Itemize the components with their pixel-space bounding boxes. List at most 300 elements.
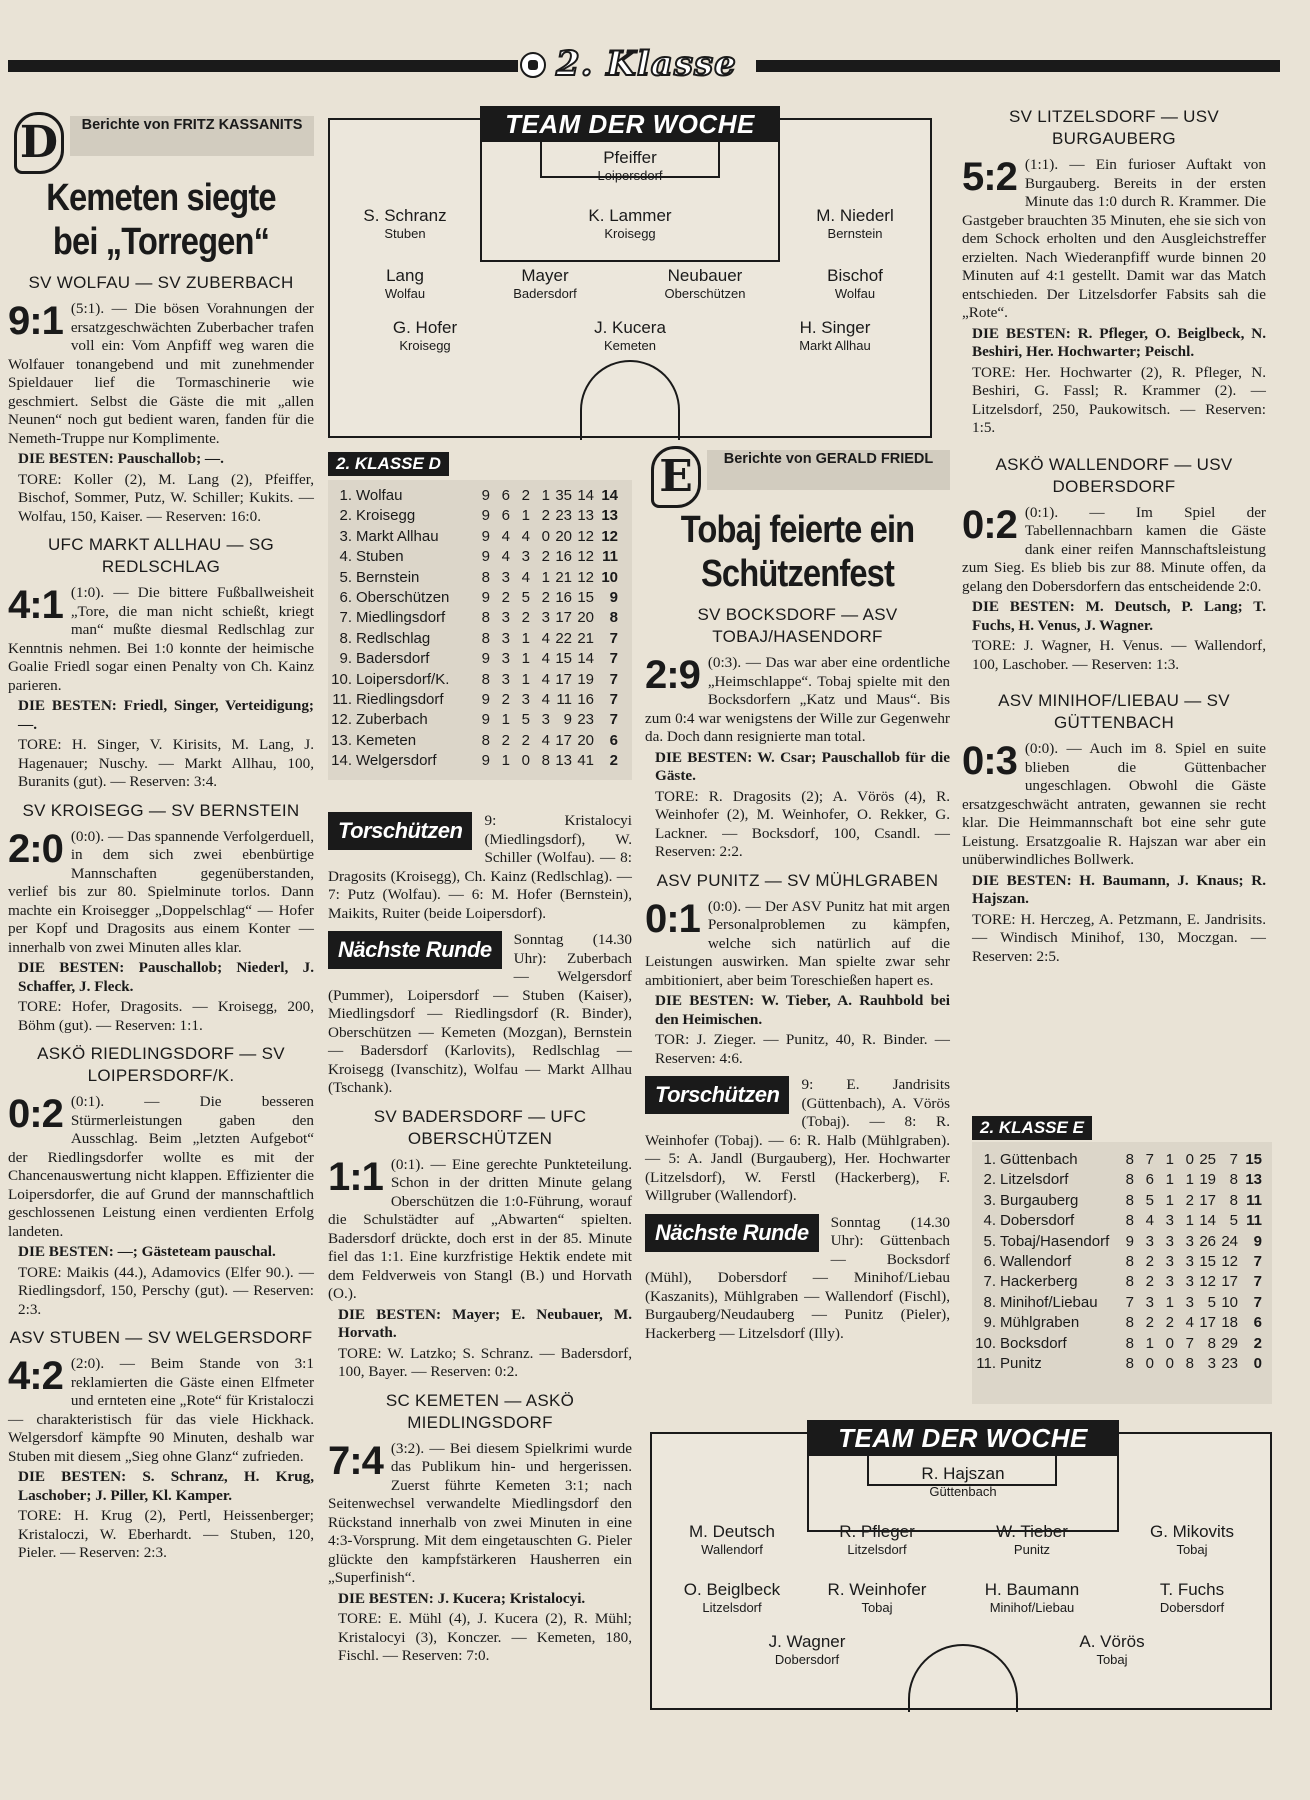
table-cell: 7 [609, 629, 618, 647]
table-cell: 6 [501, 487, 510, 504]
match-score: 1:1 [328, 1154, 383, 1199]
table-cell: 7 [609, 711, 618, 729]
table-cell: 12. [331, 711, 352, 729]
column-d-left [8, 112, 314, 1565]
table-cell: 3 [1145, 1232, 1154, 1250]
table-cell: 0 [1185, 1151, 1194, 1168]
table-row [328, 568, 632, 588]
table-cell: 11. [976, 1354, 996, 1372]
table-cell: 5 [521, 588, 530, 606]
scorers-badge: Torschützen [328, 812, 472, 850]
match-report [8, 800, 314, 1036]
table-cell: 4 [541, 670, 550, 688]
table-cell: 0 [1145, 1354, 1154, 1372]
match-body: 4:1 (1:0). — Die bittere Fußballweisheit „Tore, die man nicht schießt, kriegt man“ mußte diesmal Redlschlag zur Kenntnis nehmen. Bei 1:0 konnte der heimische Goalie Friedl sogar einen Penalty von Ch. Kainz parieren. [8, 583, 314, 694]
player-slot: K. Lammer Kroisegg [588, 206, 672, 241]
table-cell: 1 [541, 487, 550, 504]
match-body: 7:4 (3:2). — Bei diesem Spielkrimi wurde das Publikum hin- und hergerissen. Zuerst führte Kemeten 3:1; nach Seitenwechsel verwandelte Miedlingsdorf den Rückstand innerhalb von zwei Minuten in eine 4:3-Vorsprung. Mit dem eingetauschten G. Pieler glückte den kampfstärkeren Hausherren ein „Superfinish“. [328, 1438, 632, 1586]
table-cell: 2 [1145, 1252, 1154, 1270]
table-cell: 21 [577, 629, 594, 647]
table-cell: 20 [577, 731, 594, 749]
table-cell: 11 [556, 690, 572, 708]
table-cell: 12 [1221, 1252, 1238, 1270]
table-cell: 9 [563, 711, 572, 729]
table-cell: 15 [1199, 1252, 1216, 1270]
table-cell: 7. [339, 609, 352, 627]
table-cell: 4 [541, 650, 550, 668]
table-cell: 4. [983, 1212, 996, 1230]
column-d-middle [328, 812, 632, 1668]
player-slot: Pfeiffer Loipersdorf [597, 148, 663, 183]
match-best: DIE BESTEN: H. Baumann, J. Knaus; R. Hajszan. [972, 871, 1266, 907]
table-cell: 11 [1246, 1191, 1262, 1209]
table-cell: 8 [1125, 1314, 1134, 1332]
table-cell: 7 [609, 650, 618, 668]
table-cell: 23 [1221, 1354, 1238, 1372]
table-row [328, 486, 632, 506]
table-cell: 4 [541, 690, 550, 708]
team-name: Mühlgraben [1000, 1314, 1080, 1332]
table-row [972, 1293, 1272, 1313]
table-cell: 1 [541, 568, 550, 586]
table-cell: 3 [501, 629, 510, 647]
header-rule-left [8, 60, 518, 72]
table-row [328, 670, 632, 690]
match-score: 7:4 [328, 1438, 383, 1483]
match-report [8, 1043, 314, 1319]
table-cell: 2 [1145, 1273, 1154, 1291]
table-cell: 15 [577, 588, 594, 606]
table-cell: 2 [609, 752, 618, 770]
match-goals: TORE: Her. Hochwarter (2), R. Pfleger, N. Beshiri, G. Fassl; R. Krammer (2). — Litzelsdorf, 250, Paukowitsch. — Reserven: 1:5. [972, 363, 1266, 436]
match-title: SV BOCKSDORF — ASV TOBAJ/HASENDORF [697, 605, 898, 646]
table-cell: 10. [331, 670, 352, 688]
table-row [972, 1334, 1272, 1354]
table-cell: 3 [1165, 1232, 1174, 1250]
table-cell: 2 [1185, 1191, 1194, 1209]
table-cell: 20 [577, 609, 594, 627]
table-cell: 3. [983, 1191, 996, 1209]
table-cell: 1. [983, 1151, 996, 1168]
table-cell: 2 [541, 588, 550, 606]
match-body: 9:1 (5:1). — Die bösen Vorahnungen der ersatzgeschwächten Zuberbacher trafen voll ein: Vom Anpfiff weg waren die Wolfauer tonangebend und mit zunehmender Spieldauer lief die Tormaschinerie wie geschmiert. Selbst die Gäste die mit „allen Neunen“ noch gut bedient waren, fanden für die Nemeth-Truppe nur Komplimente. [8, 299, 314, 447]
match-body: 1:1 (0:1). — Eine gerechte Punkteteilung. Schon in der dritten Minute gelang Oberschützen die 1:0-Führung, worauf die Schulstädter auf „Abwarten“ spielten. Badersdorf drückte, doch erst in der 85. Minute fiel das 1:1. Eine kurzfristige Hektik endete mit dem Feldverweis von Stangl (B.) und Horvath (O.). [328, 1154, 632, 1302]
table-cell: 14 [601, 487, 618, 504]
table-cell: 17 [555, 609, 572, 627]
table-cell: 14 [577, 487, 594, 504]
table-cell: 8 [481, 629, 490, 647]
next-round-block: Nächste Runde Sonntag (14.30 Uhr): Zuberbach — Welgersdorf (Pummer), Loipersdorf — Stuben (Kaiser), Miedlingsdorf — Riedlingsdorf (R. Binder), Oberschützen — Kemeten (Mozgan), Bernstein — Badersdorf (Karlovits), Redlschlag — Kroisegg (Ivanschitz), Wolfau — Markt Allhau (Tschank). [328, 931, 632, 1096]
table-cell: 35 [555, 487, 572, 504]
match-best: DIE BESTEN: Friedl, Singer, Verteidigung; —. [18, 697, 314, 733]
table-cell: 19 [577, 670, 594, 688]
table-cell: 16 [577, 690, 594, 708]
team-name: Güttenbach [1000, 1151, 1078, 1168]
match-score: 2:9 [645, 653, 700, 697]
table-cell: 14 [1199, 1212, 1216, 1230]
table-cell: 4 [541, 629, 550, 647]
table-cell: 18 [1221, 1314, 1238, 1332]
table-cell: 6 [1145, 1171, 1154, 1189]
table-cell: 13 [577, 507, 594, 525]
match-score: 5:2 [962, 155, 1017, 199]
match-report [962, 690, 1266, 966]
table-cell: 2 [541, 507, 550, 525]
next-round-badge: Nächste Runde [328, 931, 502, 969]
match-score: 2:0 [8, 826, 63, 871]
table-cell: 8 [481, 609, 490, 627]
table-cell: 17 [555, 670, 572, 688]
match-goals: TORE: H. Krug (2), Pertl, Heissenberger; Kristaloczi, W. Eberhardt. — Stuben, 120, Pieler. — Reserven: 2:3. [18, 1507, 314, 1561]
center-circle [580, 360, 680, 440]
table-cell: 11 [602, 548, 618, 566]
table-cell: 8 [481, 670, 490, 688]
match-title: SV BADERSDORF — UFC OBERSCHÜTZEN [373, 1106, 587, 1148]
table-row [328, 690, 632, 710]
table-cell: 3 [501, 670, 510, 688]
table-cell: 9 [481, 690, 490, 708]
table-cell: 24 [1221, 1232, 1238, 1250]
table-cell: 11 [1246, 1212, 1262, 1230]
table-cell: 9 [481, 507, 490, 525]
team-name: Welgersdorf [356, 752, 437, 770]
table-cell: 3 [1185, 1252, 1194, 1270]
table-cell: 1 [521, 629, 530, 647]
team-name: Dobersdorf [1000, 1212, 1075, 1230]
match-body: 0:3 (0:0). — Auch im 8. Spiel en suite blieben die Güttenbacher ungeschlagen. Obwohl die Gäste ersatzgeschwächt antraten, gewannen sie recht klar. Die Heimmannschaft bot eine sehr gute Leistung. Ersatzgoalie R. Hajszan war aber ein unüberwindliches Bollwerk. [962, 739, 1266, 868]
table-cell: 3 [521, 690, 530, 708]
table-cell: 1 [1165, 1191, 1174, 1209]
match-report [8, 534, 314, 792]
match-report [8, 1327, 314, 1563]
table-cell: 1 [1165, 1171, 1174, 1189]
match-body: 0:2 (0:1). — Die besseren Stürmerleistungen gaben den Ausschlag. Beim „letzten Aufgebot“ der Riedlingsdorfer wollte es mit der Chancenauswertung nicht klappen. Effizienter die Loipersdorfer, die auf Grund der mannschaftlich geschlossenen Leistung einen verdienten Erfolg landeten. [8, 1092, 314, 1240]
table-cell: 12 [577, 548, 594, 566]
table-cell: 0 [541, 527, 550, 545]
table-cell: 3 [521, 548, 530, 566]
table-cell: 22 [555, 629, 572, 647]
table-cell: 13. [331, 731, 352, 749]
team-of-week-e [650, 1423, 1272, 1710]
match-title: SC KEMETEN — ASKÖ MIEDLINGSDORF [385, 1390, 575, 1432]
table-cell: 7 [1253, 1252, 1262, 1270]
table-cell: 3 [1207, 1354, 1216, 1372]
next-round-block: Nächste Runde Sonntag (14.30 Uhr): Güttenbach — Bocksdorf (Mühl), Dobersdorf — Minihof/Liebau (Kaszanits), Mühlgraben — Wallendorf (Fischl), Burgauberg/Neudauberg — Punitz (Pieler), Hackerberg — Litzelsdorf (Illy). [645, 1213, 950, 1342]
team-name: Oberschützen [356, 588, 450, 606]
table-cell: 8. [983, 1293, 996, 1311]
match-report [645, 870, 950, 1069]
standings-table-d [328, 480, 632, 780]
table-row [328, 547, 632, 567]
table-row [972, 1211, 1272, 1231]
table-cell: 4 [521, 568, 530, 586]
table-row [972, 1150, 1272, 1170]
player-slot: Neubauer Oberschützen [664, 266, 746, 301]
player-slot: H. Baumann Minihof/Liebau [984, 1580, 1080, 1615]
table-cell: 12 [601, 527, 618, 545]
match-title: SV LITZELSDORF — USV BURGAUBERG [1008, 107, 1220, 148]
team-name: Kroisegg [356, 507, 416, 525]
team-name: Hackerberg [1000, 1273, 1078, 1291]
table-cell: 4 [541, 731, 550, 749]
match-goals: TOR: J. Zieger. — Punitz, 40, R. Binder. — Reserven: 4:6. [655, 1031, 950, 1067]
match-best: DIE BESTEN: J. Kucera; Kristalocyi. [338, 1589, 586, 1607]
table-row [972, 1354, 1272, 1374]
team-name: Riedlingsdorf [356, 690, 444, 708]
team-name: Redlschlag [356, 629, 431, 647]
table-cell: 1 [1145, 1334, 1154, 1352]
table-row [972, 1170, 1272, 1190]
match-goals: TORE: J. Wagner, H. Venus. — Wallendorf, 100, Laschober. — Reserven: 1:3. [972, 637, 1266, 673]
match-best: DIE BESTEN: M. Deutsch, P. Lang; T. Fuchs, H. Venus, J. Wagner. [972, 598, 1266, 634]
table-cell: 8 [1125, 1191, 1134, 1209]
table-cell: 1. [339, 487, 352, 504]
match-score: 0:1 [645, 896, 700, 941]
table-cell: 2 [501, 690, 510, 708]
match-best: DIE BESTEN: Mayer; E. Neubauer, M. Horvath. [338, 1305, 632, 1341]
table-cell: 3 [1165, 1212, 1174, 1230]
table-cell: 8 [1125, 1334, 1134, 1352]
column-e-right [962, 106, 1266, 968]
table-row [328, 731, 632, 751]
match-best: DIE BESTEN: R. Pfleger, O. Beiglbeck, N. Beshiri, Her. Hochwarter; Peischl. [972, 324, 1266, 360]
table-cell: 1 [501, 711, 510, 729]
table-cell: 13 [601, 507, 618, 525]
table-cell: 5. [339, 568, 352, 586]
team-name: Miedlingsdorf [356, 609, 446, 627]
table-cell: 15 [1245, 1151, 1262, 1168]
team-of-week-title: TEAM DER WOCHE [480, 106, 780, 142]
scorers-block: Torschützen 9: E. Jandrisits (Güttenbach), A. Vörös (Tobaj). — 8: R. Weinhofer (Tobaj). — 6: R. Halb (Mühlgraben). — 5: A. Jandl (Burgauberg), Her. Hochwarter (Litzelsdorf), W. Ferstl (Hackerberg), F. Willgruber (Wallendorf). [645, 1076, 950, 1204]
table-row [328, 588, 632, 608]
table-cell: 26 [1199, 1232, 1216, 1250]
table-cell: 1 [521, 650, 530, 668]
table-cell: 7 [1125, 1293, 1134, 1311]
table-cell: 3 [1145, 1293, 1154, 1311]
team-name: Bocksdorf [1000, 1334, 1067, 1352]
headline-d: Kemeten siegte bei „Torregen“ [46, 177, 276, 263]
table-cell: 7 [1253, 1273, 1262, 1291]
table-cell: 8 [609, 609, 618, 627]
table-cell: 8 [1125, 1252, 1134, 1270]
match-score: 0:3 [962, 739, 1017, 783]
player-slot: A. Vörös Tobaj [1079, 1632, 1145, 1667]
table-row [328, 649, 632, 669]
match-report [8, 272, 314, 526]
table-row [972, 1313, 1272, 1333]
player-slot: J. Wagner Dobersdorf [768, 1632, 846, 1667]
table-cell: 4 [501, 548, 510, 566]
table-cell: 12 [577, 568, 594, 586]
match-body: 2:0 (0:0). — Das spannende Verfolgerduell, in dem sich zwei ebenbürtige Mannschaften gegenüberstanden, verlief bis zur 80. Spielminute torlos. Dann machte ein Kroisegger „Doppelschlag“ — Hofer per Kopf und Dragosits aus einem Konter — innerhalb von zwei Minuten alles klar. [8, 826, 314, 956]
table-cell: 5 [1229, 1212, 1238, 1230]
match-report [962, 454, 1266, 675]
table-row [328, 608, 632, 628]
match-goals: TORE: H. Singer, V. Kirisits, M. Lang, J. Hagenauer; Nuschy. — Markt Allhau, 100, Buranits (gut). — Reserven: 3:4. [18, 736, 314, 790]
match-title: SV KROISEGG — SV BERNSTEIN [22, 800, 300, 820]
table-cell: 2 [541, 548, 550, 566]
section-letter-e: E [651, 446, 701, 508]
match-goals: TORE: Maikis (44.), Adamovics (Elfer 90.). — Riedlingsdorf, 150, Perschy (gut). — Reserven: 2:3. [18, 1263, 314, 1318]
table-cell: 2 [521, 731, 530, 749]
player-slot: R. Hajszan Güttenbach [921, 1464, 1005, 1499]
team-name: Punitz [1000, 1354, 1042, 1372]
table-cell: 8 [1125, 1212, 1134, 1230]
table-cell: 9. [983, 1314, 996, 1332]
table-cell: 7 [1229, 1151, 1238, 1168]
match-body: 4:2 (2:0). — Beim Stande von 3:1 reklamierten die Gäste einen Elfmeter und ernteten eine „Rote“ für Kristaloczi — charakteristisch für das viele Hickhack. Welgersdorf kämpfte 90 Minuten, deshalb war Stuben mit diesem „Sieg ohne Glanz“ zufrieden. [8, 1354, 314, 1465]
match-title: SV WOLFAU — SV ZUBERBACH [28, 273, 294, 292]
table-cell: 2. [339, 507, 352, 525]
table-cell: 9. [339, 650, 352, 668]
match-goals: TORE: Koller (2), M. Lang (2), Pfeiffer, Bischof, Sommer, Putz, W. Schiller; Kukits. — Wolfau, 150, Kaiser. — Reserven: 16:0. [18, 470, 314, 525]
table-cell: 41 [577, 752, 594, 770]
table-row [972, 1232, 1272, 1252]
table-cell: 15 [555, 650, 572, 668]
table-cell: 3 [501, 650, 510, 668]
match-best: DIE BESTEN: W. Csar; Pauschallob für die Gäste. [655, 748, 950, 784]
table-row [328, 629, 632, 649]
match-body: 0:2 (0:1). — Im Spiel der Tabellennachbarn kamen die Gäste dank einer reifen Mannschaftsleistung zum Sieg. Es blieb bis zur 88. Minute offen, da gelang den Dobersdorfern das entscheidende 2:0. [962, 502, 1266, 595]
match-score: 0:2 [8, 1092, 63, 1136]
table-cell: 12 [1199, 1273, 1216, 1291]
table-cell: 0 [1253, 1354, 1262, 1372]
table-cell: 9 [1125, 1232, 1134, 1250]
team-of-week-d [328, 109, 932, 438]
player-slot: G. Hofer Kroisegg [392, 318, 458, 353]
table-cell: 16 [555, 548, 572, 566]
table-cell: 2 [521, 487, 530, 504]
table-cell: 19 [1199, 1171, 1216, 1189]
table-cell: 7. [983, 1273, 996, 1291]
table-cell: 23 [555, 507, 572, 525]
table-cell: 14 [577, 650, 594, 668]
table-cell: 8 [1229, 1191, 1238, 1209]
table-cell: 8 [1125, 1354, 1134, 1372]
team-name: Burgauberg [1000, 1191, 1079, 1209]
table-cell: 7 [609, 690, 618, 708]
table-cell: 8 [1229, 1171, 1238, 1189]
table-cell: 20 [555, 527, 572, 545]
table-cell: 14. [331, 752, 352, 770]
match-best: DIE BESTEN: Pauschallob; Niederl, J. Schaffer, J. Fleck. [18, 959, 314, 995]
team-name: Zuberbach [356, 711, 428, 729]
table-cell: 9 [481, 487, 490, 504]
center-circle [908, 1644, 1018, 1712]
match-goals: TORE: Hofer, Dragosits. — Kroisegg, 200, Böhm (gut). — Reserven: 1:1. [18, 998, 314, 1034]
table-cell: 2 [1165, 1314, 1174, 1332]
team-name: Wolfau [356, 487, 403, 504]
player-slot: R. Pfleger Litzelsdorf [839, 1522, 915, 1557]
table-cell: 9 [481, 650, 490, 668]
team-name: Stuben [356, 548, 404, 566]
match-goals: TORE: E. Mühl (4), J. Kucera (2), R. Mühl; Kristalocyi (3), Konczer. — Kemeten, 180, Fischl. — Reserven: 7:0. [338, 1610, 632, 1664]
match-best: DIE BESTEN: —; Gästeteam pauschal. [18, 1243, 276, 1260]
table-cell: 1 [1165, 1151, 1174, 1168]
table-cell: 6 [609, 731, 618, 749]
match-title: ASV PUNITZ — SV MÜHLGRABEN [656, 870, 939, 890]
player-slot: W. Tieber Punitz [996, 1522, 1068, 1557]
standings-table-e [972, 1142, 1272, 1404]
match-best: DIE BESTEN: S. Schranz, H. Krug, Laschober; J. Piller, Kl. Kamper. [18, 1468, 314, 1504]
table-cell: 4 [521, 527, 530, 545]
match-best: DIE BESTEN: Pauschallob; —. [18, 450, 224, 467]
headline-e: Tobaj feierte ein Schützenfest [680, 509, 915, 595]
table-cell: 2. [983, 1171, 996, 1189]
table-cell: 9 [481, 588, 490, 606]
table-tag-e: 2. KLASSE E [972, 1116, 1092, 1140]
table-row [328, 506, 632, 526]
table-row [972, 1272, 1272, 1292]
match-report [328, 1390, 632, 1666]
table-cell: 1 [521, 670, 530, 688]
table-cell: 23 [577, 711, 594, 729]
table-cell: 2 [521, 609, 530, 627]
match-goals: TORE: H. Herczeg, A. Petzmann, E. Jandrisits. — Windisch Minihof, 130, Moczgan. — Reserven: 2:5. [972, 910, 1266, 965]
table-cell: 5 [1145, 1191, 1154, 1209]
table-row [328, 710, 632, 730]
table-cell: 3 [501, 609, 510, 627]
player-slot: Lang Wolfau [384, 266, 426, 301]
byline-e [645, 446, 950, 512]
table-cell: 7 [1253, 1293, 1262, 1311]
match-score: 4:1 [8, 583, 63, 627]
table-cell: 1 [501, 752, 510, 770]
table-cell: 2 [501, 731, 510, 749]
player-slot: M. Niederl Bernstein [816, 206, 894, 241]
table-cell: 2 [501, 588, 510, 606]
match-body: 0:1 (0:0). — Der ASV Punitz hat mit argen Personalproblemen zu kämpfen, welche sich natürlich auf die Leistungen auswirken. Man spielte zwar sehr ambitioniert, aber beim Toreschießen hapert es. [645, 896, 950, 989]
table-cell: 17 [1199, 1191, 1216, 1209]
player-slot: T. Fuchs Dobersdorf [1159, 1580, 1225, 1615]
table-row [972, 1191, 1272, 1211]
table-cell: 9 [481, 548, 490, 566]
table-row [328, 751, 632, 771]
player-slot: S. Schranz Stuben [363, 206, 447, 241]
table-cell: 6 [1253, 1314, 1262, 1332]
header-rule-right [756, 60, 1280, 72]
table-cell: 8 [541, 752, 550, 770]
table-cell: 8 [1125, 1171, 1134, 1189]
match-goals: TORE: W. Latzko; S. Schranz. — Badersdorf, 100, Bayer. — Reserven: 0:2. [338, 1344, 632, 1380]
section-title: 2. Klasse [556, 44, 737, 84]
match-score: 0:2 [962, 502, 1017, 547]
table-cell: 11. [332, 690, 352, 708]
next-round-badge: Nächste Runde [645, 1214, 819, 1252]
table-cell: 21 [555, 568, 572, 586]
section-letter-d: D [14, 112, 64, 174]
team-name: Wallendorf [1000, 1252, 1072, 1270]
table-cell: 9 [1253, 1232, 1262, 1250]
team-of-week-title: TEAM DER WOCHE [807, 1420, 1119, 1456]
table-cell: 3 [501, 568, 510, 586]
table-row [328, 527, 632, 547]
team-name: Tobaj/Hasendorf [1000, 1232, 1110, 1250]
table-cell: 7 [1145, 1151, 1154, 1168]
table-row [972, 1252, 1272, 1272]
team-name: Litzelsdorf [1000, 1171, 1069, 1189]
table-cell: 1 [1165, 1293, 1174, 1311]
table-cell: 3. [339, 527, 352, 545]
player-slot: J. Kucera Kemeten [594, 318, 666, 353]
football-icon [520, 52, 546, 78]
table-cell: 9 [481, 711, 490, 729]
table-cell: 8 [481, 568, 490, 586]
section-header [8, 44, 1280, 84]
table-cell: 25 [1199, 1151, 1216, 1168]
table-cell: 8 [1185, 1354, 1194, 1372]
team-name: Kemeten [356, 731, 417, 749]
